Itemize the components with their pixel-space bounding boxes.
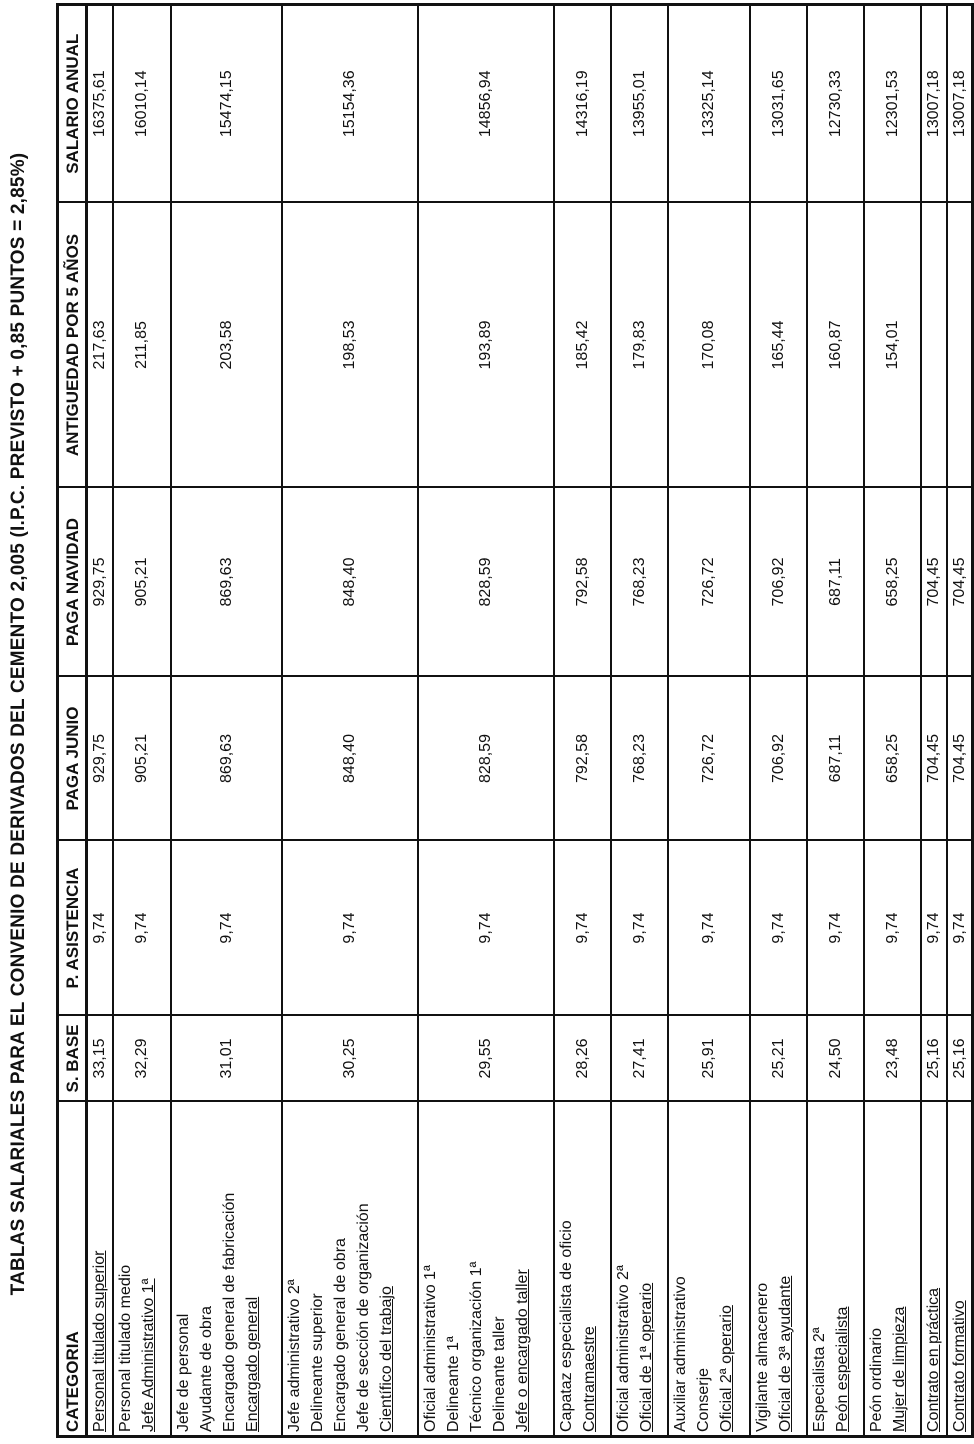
- p-asistencia-cell: 9,74: [611, 841, 668, 1016]
- category-name: Contrato formativo: [950, 1300, 968, 1432]
- category-name: Jefe Administrativo 1ª: [139, 1278, 157, 1432]
- salario-anual-cell: 12301,53: [864, 5, 921, 203]
- paga-junio-cell: 704,45: [921, 677, 947, 841]
- paga-junio-cell: 726,72: [668, 677, 750, 841]
- table-row: [171, 5, 282, 1437]
- salario-anual-cell: 13955,01: [611, 5, 668, 203]
- s-base-cell: 27,41: [611, 1016, 668, 1102]
- paga-navidad-cell: 726,72: [668, 488, 750, 677]
- category-name: Oficial de 1ª operario: [637, 1282, 655, 1432]
- paga-junio-cell: 687,11: [807, 677, 864, 841]
- paga-navidad-cell: 792,58: [554, 488, 611, 677]
- header-paga-navidad: PAGA NAVIDAD: [58, 488, 87, 677]
- category-name: Jefe administrativo 2ª: [285, 1279, 303, 1432]
- header-categoria: CATEGORIA: [58, 1102, 87, 1437]
- category-name: Jefe de personal: [174, 1313, 192, 1432]
- category-name: Jefe de sección de organización: [354, 1203, 372, 1432]
- antiguedad-cell: [921, 203, 947, 488]
- table-row: [864, 5, 921, 1437]
- header-row: [58, 5, 87, 1437]
- paga-navidad-cell: 658,25: [864, 488, 921, 677]
- paga-navidad-cell: 905,21: [113, 488, 171, 677]
- table-row: [807, 5, 864, 1437]
- antiguedad-cell: 179,83: [611, 203, 668, 488]
- salario-anual-cell: 14856,94: [418, 5, 554, 203]
- category-cell: [947, 1102, 973, 1437]
- p-asistencia-cell: 9,74: [282, 841, 418, 1016]
- salario-anual-cell: 15474,15: [171, 5, 282, 203]
- paga-junio-cell: 768,23: [611, 677, 668, 841]
- salario-anual-cell: 13325,14: [668, 5, 750, 203]
- antiguedad-cell: 203,58: [171, 203, 282, 488]
- paga-navidad-cell: 687,11: [807, 488, 864, 677]
- p-asistencia-cell: 9,74: [87, 841, 113, 1016]
- header-antiguedad: ANTIGUEDAD POR 5 AÑOS: [58, 203, 87, 488]
- p-asistencia-cell: 9,74: [418, 841, 554, 1016]
- category-name: Jefe o encargado taller: [513, 1269, 531, 1432]
- category-name: Oficial de 3ª ayudante: [776, 1275, 794, 1432]
- document-title: TABLAS SALARIALES PARA EL CONVENIO DE DERIVADOS DEL CEMENTO 2,005 (I.P.C. PREVISTO + 0,85 PUNTOS = 2,85%): [8, 152, 29, 1296]
- category-name: Mujer de limpieza: [890, 1306, 908, 1432]
- paga-junio-cell: 792,58: [554, 677, 611, 841]
- antiguedad-cell: 217,63: [87, 203, 113, 488]
- table-row: [668, 5, 750, 1437]
- s-base-cell: 25,21: [750, 1016, 807, 1102]
- paga-junio-cell: 706,92: [750, 677, 807, 841]
- category-name: Delineante taller: [490, 1316, 508, 1432]
- antiguedad-cell: 170,08: [668, 203, 750, 488]
- paga-navidad-cell: 929,75: [87, 488, 113, 677]
- antiguedad-cell: 160,87: [807, 203, 864, 488]
- category-name: Peón especialista: [833, 1306, 851, 1432]
- category-name: Oficial administrativo 1ª: [421, 1265, 439, 1432]
- header-p-asistencia: P. ASISTENCIA: [58, 841, 87, 1016]
- category-name: Científico del trabajo: [377, 1286, 395, 1432]
- category-name: Contramaestre: [580, 1326, 598, 1432]
- s-base-cell: 28,26: [554, 1016, 611, 1102]
- category-name: Especialista 2ª: [810, 1327, 828, 1432]
- s-base-cell: 33,15: [87, 1016, 113, 1102]
- paga-navidad-cell: 704,45: [947, 488, 973, 677]
- p-asistencia-cell: 9,74: [668, 841, 750, 1016]
- p-asistencia-cell: 9,74: [171, 841, 282, 1016]
- p-asistencia-cell: 9,74: [947, 841, 973, 1016]
- category-name: Capataz especialista de oficio: [557, 1220, 575, 1432]
- paga-navidad-cell: 704,45: [921, 488, 947, 677]
- category-name: Peón ordinario: [867, 1327, 885, 1432]
- category-cell: [921, 1102, 947, 1437]
- category-name: Ayudante de obra: [197, 1305, 215, 1432]
- salario-anual-cell: 16010,14: [113, 5, 171, 203]
- s-base-cell: 29,55: [418, 1016, 554, 1102]
- category-name: Técnico organización 1ª: [467, 1261, 485, 1432]
- salario-anual-cell: 12730,33: [807, 5, 864, 203]
- s-base-cell: 31,01: [171, 1016, 282, 1102]
- paga-navidad-cell: 848,40: [282, 488, 418, 677]
- category-name: Conserje: [694, 1367, 712, 1432]
- category-cell: [864, 1102, 921, 1437]
- salario-anual-cell: 15154,36: [282, 5, 418, 203]
- paga-junio-cell: 828,59: [418, 677, 554, 841]
- table-row: [113, 5, 171, 1437]
- s-base-cell: 25,16: [921, 1016, 947, 1102]
- category-cell: [171, 1102, 282, 1437]
- category-cell: [750, 1102, 807, 1437]
- antiguedad-cell: 193,89: [418, 203, 554, 488]
- s-base-cell: 25,91: [668, 1016, 750, 1102]
- category-name: Oficial administrativo 2ª: [614, 1265, 632, 1432]
- salario-anual-cell: 13031,65: [750, 5, 807, 203]
- paga-junio-cell: 869,63: [171, 677, 282, 841]
- salario-anual-cell: 14316,19: [554, 5, 611, 203]
- category-cell: [611, 1102, 668, 1437]
- paga-navidad-cell: 869,63: [171, 488, 282, 677]
- salario-anual-cell: 16375,61: [87, 5, 113, 203]
- table-row: [282, 5, 418, 1437]
- salary-table: [56, 3, 974, 1438]
- category-name: Personal titulado superior: [91, 1250, 109, 1432]
- category-name: Contrato en práctica: [925, 1287, 942, 1432]
- paga-junio-cell: 929,75: [87, 677, 113, 841]
- s-base-cell: 30,25: [282, 1016, 418, 1102]
- category-cell: [282, 1102, 418, 1437]
- p-asistencia-cell: 9,74: [921, 841, 947, 1016]
- header-paga-junio: PAGA JUNIO: [58, 677, 87, 841]
- table-row: [554, 5, 611, 1437]
- category-cell: [807, 1102, 864, 1437]
- paga-navidad-cell: 768,23: [611, 488, 668, 677]
- p-asistencia-cell: 9,74: [750, 841, 807, 1016]
- paga-junio-cell: 704,45: [947, 677, 973, 841]
- category-name: Delineante superior: [308, 1293, 326, 1432]
- antiguedad-cell: 198,53: [282, 203, 418, 488]
- table-row: [611, 5, 668, 1437]
- paga-junio-cell: 658,25: [864, 677, 921, 841]
- antiguedad-cell: 211,85: [113, 203, 171, 488]
- table-row: [418, 5, 554, 1437]
- category-name: Encargado general de obra: [331, 1238, 349, 1432]
- table-row: [947, 5, 973, 1437]
- salario-anual-cell: 13007,18: [921, 5, 947, 203]
- category-name: Encargado general: [243, 1296, 261, 1432]
- category-cell: [113, 1102, 171, 1437]
- paga-junio-cell: 905,21: [113, 677, 171, 841]
- antiguedad-cell: 154,01: [864, 203, 921, 488]
- antiguedad-cell: 165,44: [750, 203, 807, 488]
- category-cell: [87, 1102, 113, 1437]
- s-base-cell: 32,29: [113, 1016, 171, 1102]
- category-name: Personal titulado medio: [116, 1264, 134, 1432]
- header-s-base: S. BASE: [58, 1016, 87, 1102]
- paga-navidad-cell: 706,92: [750, 488, 807, 677]
- table-row: [87, 5, 113, 1437]
- category-cell: [668, 1102, 750, 1437]
- paga-navidad-cell: 828,59: [418, 488, 554, 677]
- p-asistencia-cell: 9,74: [807, 841, 864, 1016]
- s-base-cell: 23,48: [864, 1016, 921, 1102]
- category-name: Encargado general de fabricación: [220, 1192, 238, 1432]
- p-asistencia-cell: 9,74: [864, 841, 921, 1016]
- salario-anual-cell: 13007,18: [947, 5, 973, 203]
- paga-junio-cell: 848,40: [282, 677, 418, 841]
- table-row: [921, 5, 947, 1437]
- header-salario-anual: SALARIO ANUAL: [58, 5, 87, 203]
- s-base-cell: 24,50: [807, 1016, 864, 1102]
- category-name: Auxiliar administrativo: [671, 1276, 689, 1432]
- category-name: Delineante 1ª: [444, 1336, 462, 1432]
- antiguedad-cell: 185,42: [554, 203, 611, 488]
- antiguedad-cell: [947, 203, 973, 488]
- category-name: Oficial 2ª operario: [717, 1305, 735, 1432]
- p-asistencia-cell: 9,74: [554, 841, 611, 1016]
- category-cell: [418, 1102, 554, 1437]
- s-base-cell: 25,16: [947, 1016, 973, 1102]
- category-name: Vigilante almacenero: [753, 1282, 771, 1432]
- category-cell: [554, 1102, 611, 1437]
- table-body: [87, 5, 973, 1437]
- table-row: [750, 5, 807, 1437]
- p-asistencia-cell: 9,74: [113, 841, 171, 1016]
